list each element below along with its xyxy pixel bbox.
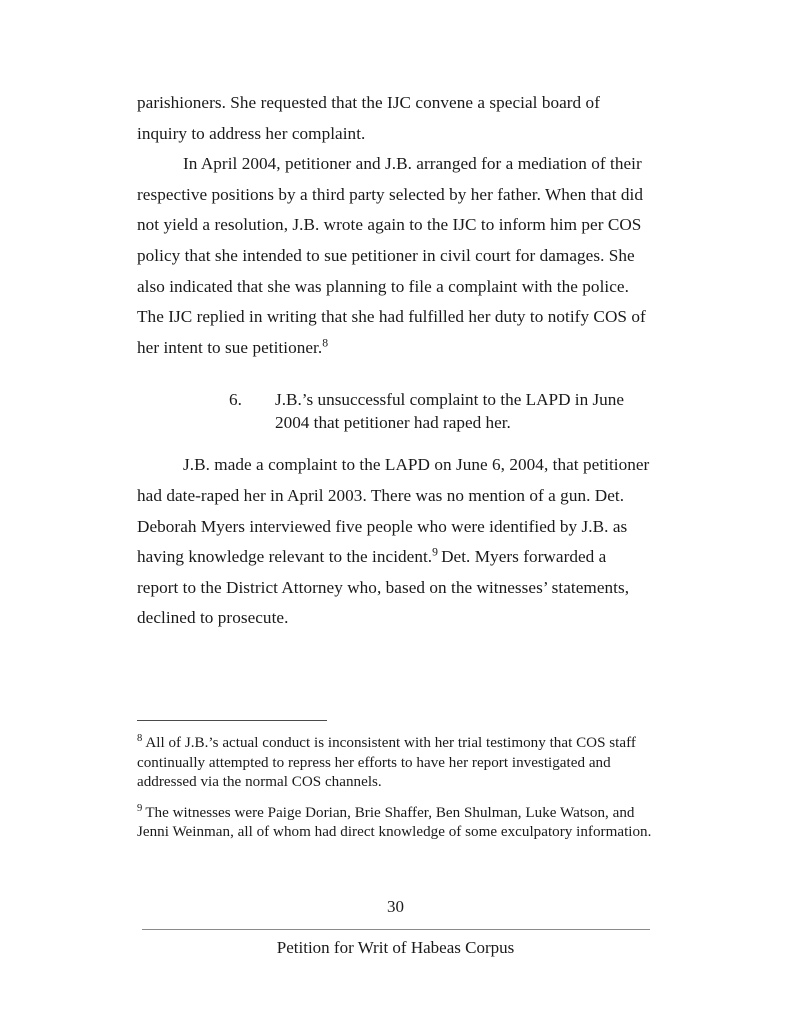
footnote-separator-rule (137, 720, 327, 721)
footnote-reference-9[interactable]: 9 (432, 545, 439, 559)
section-heading-number: 6. (229, 390, 242, 410)
footnote-9-marker: 9 (137, 802, 143, 814)
footnote-reference-8[interactable]: 8 (322, 336, 329, 350)
page-body-text (137, 88, 652, 634)
footnote-9-text: The witnesses were Paige Dorian, Brie Shaffer, Ben Shulman, Luke Watson, and Jenni Weinman, all of whom had direct knowledge of some exculpatory information. (137, 804, 652, 841)
section-heading-text: J.B.’s unsuccessful complaint to the LAPD in June 2004 that petitioner had raped her. (275, 390, 624, 432)
footer-title: Petition for Writ of Habeas Corpus (276, 938, 515, 957)
footer-separator-rule (142, 929, 650, 930)
footnote-section (137, 720, 652, 843)
section-heading-6 (137, 389, 652, 434)
paragraph-mediation-text: In April 2004, petitioner and J.B. arranged for a mediation of their respective positions by a third party selected by her father. When that did not yield a resolution, J.B. wrote again to the IJC to inform him per COS policy that she intended to sue petitioner in civil court for damages. She also indicated that she was planning to file a complaint with the police. The IJC replied in writing that she had fulfilled her duty to notify COS of her intent to sue petitioner. (137, 154, 646, 357)
paragraph-lapd-complaint-text-b: Det. Myers forwarded a report to the District Attorney who, based on the witnesses’ statements, declined to prosecute. (137, 547, 630, 628)
footnote-8-text: All of J.B.’s actual conduct is inconsistent with her trial testimony that COS staff continually attempted to repress her efforts to have her report investigated and addressed via the normal COS channels. (137, 735, 636, 791)
paragraph-lapd-complaint-text-a: J.B. made a complaint to the LAPD on June 6, 2004, that petitioner had date-raped her in April 2003. There was no mention of a gun. Det. Deborah Myers interviewed five people who were identified by J.B. as having knowledge relevant to the incident. (137, 455, 650, 567)
paragraph-continuation: parishioners. She requested that the IJC convene a special board of inquiry to address her complaint. (137, 93, 600, 143)
footnote-8-marker: 8 (137, 732, 143, 744)
page-number: 30 (387, 897, 404, 916)
paragraph-mediation (137, 149, 652, 363)
footnote-8 (137, 734, 652, 793)
footnote-9 (137, 804, 652, 843)
paragraph-lapd-complaint (137, 450, 652, 634)
